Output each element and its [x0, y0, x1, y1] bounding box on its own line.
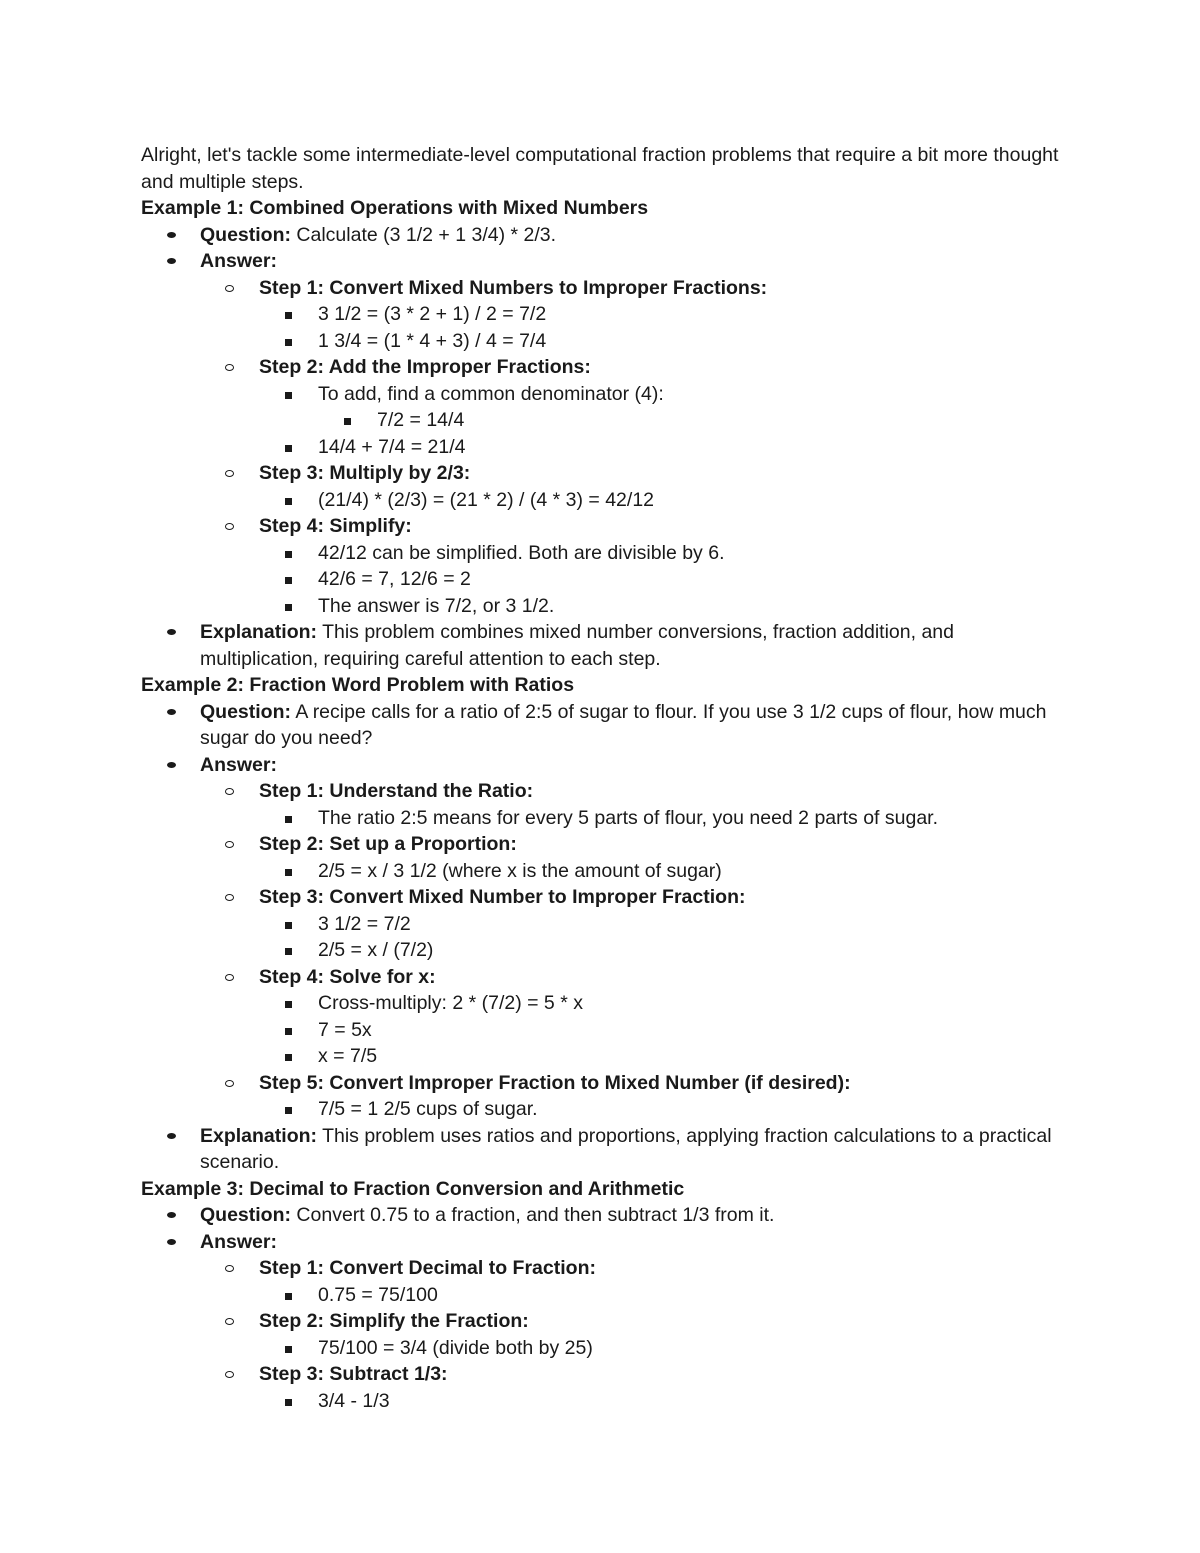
step-detail [259, 566, 1061, 593]
step-detail-list [259, 858, 1061, 885]
sub-detail-text: 7/2 = 14/4 [377, 409, 465, 431]
step-detail [259, 1043, 1061, 1070]
step-item [200, 275, 1061, 355]
step-detail [259, 990, 1061, 1017]
step-detail-text: 75/100 = 3/4 (divide both by 25) [318, 1336, 593, 1359]
step-detail [259, 487, 1061, 514]
step-detail-list [259, 990, 1061, 1070]
bullet-dot-icon [167, 709, 176, 715]
step-label: Step 2: Add the Improper Fractions: [259, 356, 591, 378]
bullet-square-icon [285, 1028, 292, 1035]
bullet-circle-icon [225, 285, 234, 292]
bullet-square-icon [285, 1107, 292, 1114]
step-detail [259, 858, 1061, 885]
step-detail-list [259, 1282, 1061, 1309]
bullet-square-icon [285, 1293, 292, 1300]
step-item [200, 1308, 1061, 1361]
example-3-list [141, 1202, 1061, 1414]
bullet-square-icon [285, 339, 292, 346]
example-3-heading: Example 3: Decimal to Fraction Conversion and Arithmetic [141, 1177, 685, 1200]
step-detail-text: 3 1/2 = (3 * 2 + 1) / 2 = 7/2 [318, 303, 547, 325]
step-item [200, 1361, 1061, 1414]
question-text: Calculate (3 1/2 + 1 3/4) * 2/3. [291, 223, 557, 246]
step-detail-list [259, 301, 1061, 354]
steps-list [200, 778, 1061, 1123]
bullet-circle-icon [225, 974, 234, 981]
bullet-circle-icon [225, 1265, 234, 1272]
step-detail-text: The answer is 7/2, or 3 1/2. [318, 594, 555, 617]
step-label: Step 2: Simplify the Fraction: [259, 1310, 529, 1332]
bullet-dot-icon [167, 258, 176, 264]
bullet-square-icon [285, 312, 292, 319]
bullet-square-icon [344, 418, 351, 425]
step-detail-list [259, 540, 1061, 620]
step-detail [259, 434, 1061, 461]
step-label: Step 4: Solve for x: [259, 965, 436, 988]
step-item [200, 513, 1061, 619]
bullet-square-icon [285, 1001, 292, 1008]
answer-label: Answer: [200, 250, 277, 272]
step-detail [259, 1017, 1061, 1044]
example-1-list [141, 222, 1061, 673]
step-detail-list [259, 805, 1061, 832]
example-3-answer [141, 1229, 1061, 1415]
bullet-square-icon [285, 922, 292, 929]
question-label: Question: [200, 223, 291, 246]
step-detail-text: 7/5 = 1 2/5 cups of sugar. [318, 1098, 538, 1120]
bullet-square-icon [285, 1346, 292, 1353]
step-item [200, 1255, 1061, 1308]
bullet-circle-icon [225, 841, 234, 848]
step-detail-list [259, 1096, 1061, 1123]
step-detail-text: 0.75 = 75/100 [318, 1283, 438, 1306]
example-1-explanation [141, 619, 1061, 672]
bullet-circle-icon [225, 1318, 234, 1325]
step-item [200, 354, 1061, 460]
explanation-label: Explanation: [200, 1124, 318, 1147]
bullet-dot-icon [167, 1239, 176, 1245]
example-2-question [141, 699, 1061, 752]
step-detail-text: 42/12 can be simplified. Both are divisible by 6. [318, 541, 725, 564]
bullet-dot-icon [167, 1133, 176, 1139]
sub-detail-list [318, 407, 1061, 434]
explanation-label: Explanation: [200, 621, 318, 643]
document-page [141, 142, 1061, 1414]
explanation-text: This problem combines mixed number conversions, fraction addition, and multiplication, requiring careful attention to each step. [200, 621, 954, 670]
example-1-heading: Example 1: Combined Operations with Mixed Numbers [141, 197, 649, 219]
step-label: Step 1: Convert Mixed Numbers to Improper Fractions: [259, 276, 768, 299]
bullet-circle-icon [225, 1080, 234, 1087]
step-detail [259, 911, 1061, 938]
example-2-explanation [141, 1123, 1061, 1176]
step-detail-text: 14/4 + 7/4 = 21/4 [318, 435, 466, 458]
steps-list [200, 1255, 1061, 1414]
step-item [200, 884, 1061, 964]
step-label: Step 3: Convert Mixed Number to Improper Fraction: [259, 886, 746, 908]
step-detail [259, 805, 1061, 832]
step-detail [259, 1388, 1061, 1415]
step-detail-text: 42/6 = 7, 12/6 = 2 [318, 568, 471, 590]
example-1-question [141, 222, 1061, 249]
bullet-square-icon [285, 498, 292, 505]
step-label: Step 4: Simplify: [259, 515, 412, 537]
example-1-answer [141, 248, 1061, 619]
step-item [200, 460, 1061, 513]
question-text: A recipe calls for a ratio of 2:5 of sugar to flour. If you use 3 1/2 cups of flour, how much sugar do you need? [200, 700, 1047, 749]
bullet-square-icon [285, 445, 292, 452]
step-detail-text: 1 3/4 = (1 * 4 + 3) / 4 = 7/4 [318, 329, 547, 352]
step-detail-text: x = 7/5 [318, 1045, 378, 1067]
sub-detail [318, 407, 1061, 434]
bullet-square-icon [285, 1399, 292, 1406]
step-label: Step 3: Subtract 1/3: [259, 1363, 448, 1385]
bullet-square-icon [285, 604, 292, 611]
step-detail [259, 301, 1061, 328]
step-detail-text: 3/4 - 1/3 [318, 1389, 390, 1412]
bullet-dot-icon [167, 629, 176, 635]
bullet-circle-icon [225, 364, 234, 371]
step-detail-text: The ratio 2:5 means for every 5 parts of flour, you need 2 parts of sugar. [318, 806, 939, 829]
step-detail-text: 2/5 = x / 3 1/2 (where x is the amount of sugar) [318, 859, 722, 882]
step-item [200, 831, 1061, 884]
example-2-list [141, 699, 1061, 1176]
question-label: Question: [200, 700, 291, 723]
step-label: Step 1: Convert Decimal to Fraction: [259, 1257, 596, 1279]
bullet-circle-icon [225, 788, 234, 795]
explanation-text: This problem uses ratios and proportions, applying fraction calculations to a practical scenario. [200, 1124, 1052, 1173]
question-text: Convert 0.75 to a fraction, and then subtract 1/3 from it. [291, 1204, 775, 1226]
step-detail-text: 3 1/2 = 7/2 [318, 912, 411, 935]
bullet-square-icon [285, 392, 292, 399]
step-detail-list [259, 911, 1061, 964]
step-detail [259, 328, 1061, 355]
intro-paragraph: Alright, let's tackle some intermediate-level computational fraction problems that require a bit more thought and multiple steps. [141, 144, 1059, 193]
bullet-dot-icon [167, 762, 176, 768]
bullet-square-icon [285, 1054, 292, 1061]
step-detail-text: (21/4) * (2/3) = (21 * 2) / (4 * 3) = 42/12 [318, 488, 655, 511]
bullet-circle-icon [225, 523, 234, 530]
step-label: Step 3: Multiply by 2/3: [259, 462, 471, 484]
step-detail [259, 381, 1061, 434]
step-detail-text: Cross-multiply: 2 * (7/2) = 5 * x [318, 992, 583, 1014]
step-label: Step 1: Understand the Ratio: [259, 780, 534, 802]
step-detail [259, 593, 1061, 620]
step-detail-list [259, 1388, 1061, 1415]
step-detail [259, 937, 1061, 964]
bullet-circle-icon [225, 470, 234, 477]
step-item [200, 1070, 1061, 1123]
step-item [200, 964, 1061, 1070]
answer-label: Answer: [200, 753, 277, 776]
step-detail-list [259, 381, 1061, 461]
answer-label: Answer: [200, 1230, 277, 1253]
steps-list [200, 275, 1061, 620]
bullet-circle-icon [225, 894, 234, 901]
step-item [200, 778, 1061, 831]
step-detail-text: 2/5 = x / (7/2) [318, 939, 434, 961]
step-detail-text: To add, find a common denominator (4): [318, 382, 664, 405]
bullet-square-icon [285, 869, 292, 876]
step-detail [259, 1335, 1061, 1362]
bullet-square-icon [285, 948, 292, 955]
bullet-circle-icon [225, 1371, 234, 1378]
step-detail [259, 1282, 1061, 1309]
bullet-dot-icon [167, 1212, 176, 1218]
step-detail-list [259, 487, 1061, 514]
bullet-square-icon [285, 551, 292, 558]
step-detail-list [259, 1335, 1061, 1362]
bullet-square-icon [285, 577, 292, 584]
step-label: Step 2: Set up a Proportion: [259, 833, 517, 855]
example-3-question [141, 1202, 1061, 1229]
step-detail [259, 1096, 1061, 1123]
step-detail-text: 7 = 5x [318, 1018, 372, 1041]
bullet-square-icon [285, 816, 292, 823]
bullet-dot-icon [167, 232, 176, 238]
question-label: Question: [200, 1204, 291, 1226]
example-2-answer [141, 752, 1061, 1123]
step-label: Step 5: Convert Improper Fraction to Mixed Number (if desired): [259, 1071, 851, 1094]
step-detail [259, 540, 1061, 567]
example-2-heading: Example 2: Fraction Word Problem with Ratios [141, 674, 575, 696]
